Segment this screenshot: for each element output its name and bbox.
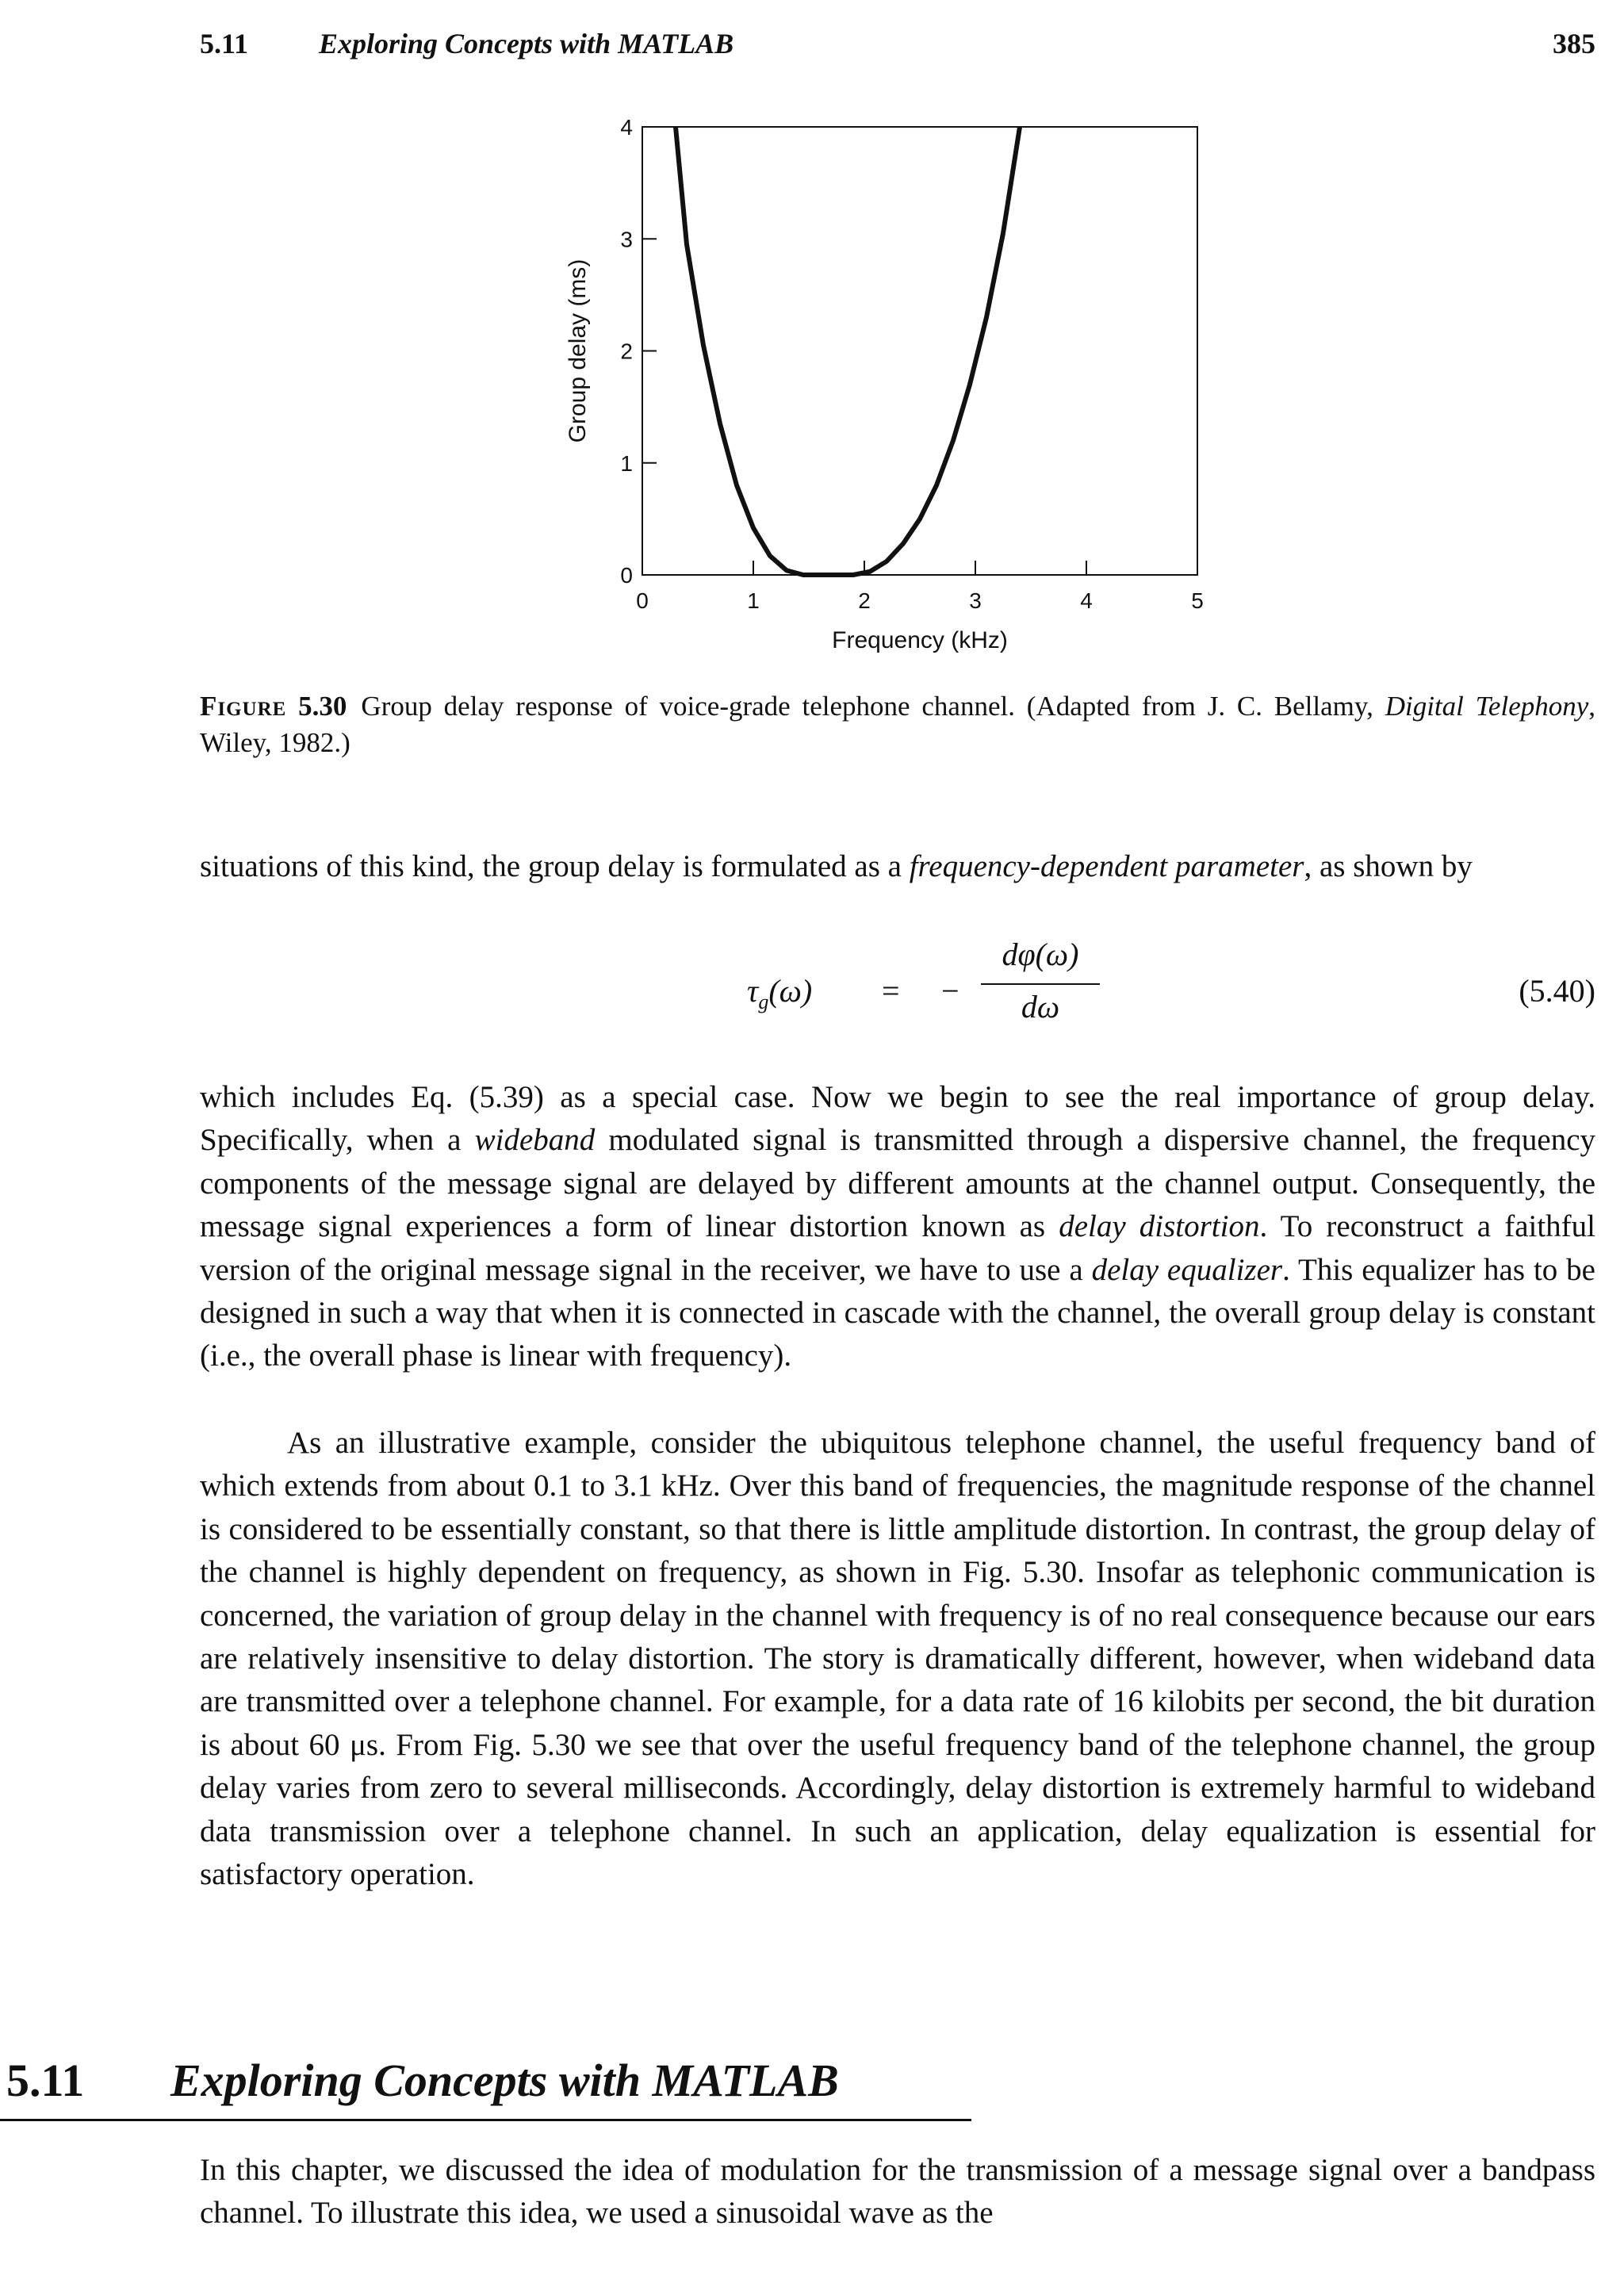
- equation-argument: (ω): [768, 973, 813, 1009]
- section-number: 5.11: [6, 2055, 85, 2106]
- caption-book-title: Digital Telephony: [1385, 691, 1589, 722]
- x-tick-label: 1: [747, 588, 760, 613]
- equation-numerator: dφ(ω): [1002, 936, 1079, 972]
- chart-axes: [642, 127, 1197, 575]
- group-delay-curve-0: [676, 127, 1020, 575]
- figure-number: 5.30: [298, 691, 347, 722]
- paragraph-2-text-b: modulated signal is transmitted through a dispersive channel, the frequency components of the message signal are delayed by different amounts at the channel output. Consequently, the message signal experiences a form of linear distortion known as: [200, 1123, 1596, 1244]
- page-number: 385: [1553, 28, 1595, 59]
- figure-label: Figure: [200, 691, 287, 722]
- x-tick-label: 2: [858, 588, 871, 613]
- paragraph-3: As an illustrative example, consider the ubiquitous telephone channel, the useful frequency band of which extends from about 0.1 to 3.1 kHz. Over this band of frequencies, the magnitude response of the channel is considered to be essentially constant, so that there is little amplitude distortion. In contrast, the group delay of the channel is highly dependent on frequency, as shown in Fig. 5.30. Insofar as telephonic communication is concerned, the variation of group delay in the channel with frequency is of no real consequence because our ears are relatively insensitive to delay distortion. The story is dramatically different, however, when wideband data are transmitted over a telephone channel. For example, for a data rate of 16 kilobits per second, the bit duration is about 60 μs. From Fig. 5.30 we see that over the useful frequency band of the telephone channel, the group delay varies from zero to several milliseconds. Accordingly, delay distortion is extremely harmful to wideband data transmission over a telephone channel. In such an application, delay equalization is essential for satisfactory operation.: [200, 1426, 1595, 1892]
- equation-tau: τ: [747, 973, 759, 1009]
- equation-fraction: [981, 936, 1100, 1025]
- section-heading: [0, 2047, 971, 2121]
- equation-lhs: [747, 972, 812, 1014]
- paragraph-2-text-c: . To reconstruct a faithful version of the original message signal in the receiver, we have to use a: [200, 1209, 1596, 1287]
- chart-series: [676, 127, 1020, 575]
- x-tick-label: 4: [1080, 588, 1093, 613]
- x-tick-label: 0: [636, 588, 649, 613]
- section-title: Exploring Concepts with MATLAB: [170, 2055, 839, 2106]
- y-tick-label: 4: [620, 115, 633, 140]
- equation-minus: −: [941, 973, 959, 1009]
- equation-5-40: [200, 936, 1595, 1055]
- paragraph-1: [200, 845, 1595, 888]
- y-tick-label: 1: [620, 450, 633, 476]
- equation-equals: =: [882, 973, 900, 1009]
- x-axis-label: Frequency (kHz): [832, 627, 1008, 653]
- paragraph-2-emphasis-2: delay distortion: [1059, 1209, 1260, 1244]
- paragraph-2-text-a: which includes Eq. (5.39) as a special case. Now we begin to see the real importance of group delay. Specifically, when a: [200, 1080, 1595, 1158]
- paragraph-2: [200, 1076, 1595, 1378]
- paragraph-1-text-a: situations of this kind, the group delay is formulated as a: [200, 849, 910, 883]
- paragraph-2-text-d: . This equalizer has to be designed in such a way that when it is connected in cascade with the channel, the overall group delay is constant (i.e., the overall phase is linear with frequency).: [200, 1252, 1595, 1373]
- y-axis-label: Group delay (ms): [565, 259, 591, 443]
- group-delay-chart: [555, 111, 1269, 674]
- paragraph-4: In this chapter, we discussed the idea of modulation for the transmission of a message signal over a bandpass channel. To illustrate this idea, we used a sinusoidal wave as the: [200, 2153, 1595, 2231]
- plot-frame: [642, 127, 1197, 575]
- paragraph-1-emphasis: frequency-dependent parameter: [909, 849, 1304, 883]
- y-tick-label: 0: [620, 563, 633, 588]
- running-header: [200, 27, 1595, 75]
- figure-caption: [200, 688, 1595, 761]
- fraction-bar: [981, 983, 1100, 985]
- y-tick-label: 2: [620, 339, 633, 364]
- equation-subscript: g: [758, 990, 769, 1013]
- equation-number: (5.40): [1519, 973, 1595, 1009]
- paragraph-2-emphasis-1: wideband: [474, 1123, 596, 1158]
- x-tick-label: 3: [969, 588, 982, 613]
- header-section-title: Exploring Concepts with MATLAB: [319, 28, 734, 59]
- header-section-number: 5.11: [200, 28, 249, 59]
- y-tick-label: 3: [620, 227, 633, 252]
- equation-denominator: dω: [1021, 989, 1060, 1025]
- caption-tail: , Wiley, 1982.): [200, 691, 1596, 758]
- caption-text: Group delay response of voice-grade telephone channel. (Adapted from J. C. Bellamy,: [361, 691, 1385, 722]
- paragraph-2-emphasis-3: delay equalizer: [1091, 1252, 1283, 1287]
- x-tick-label: 5: [1191, 588, 1204, 613]
- paragraph-1-text-b: , as shown by: [1304, 849, 1473, 883]
